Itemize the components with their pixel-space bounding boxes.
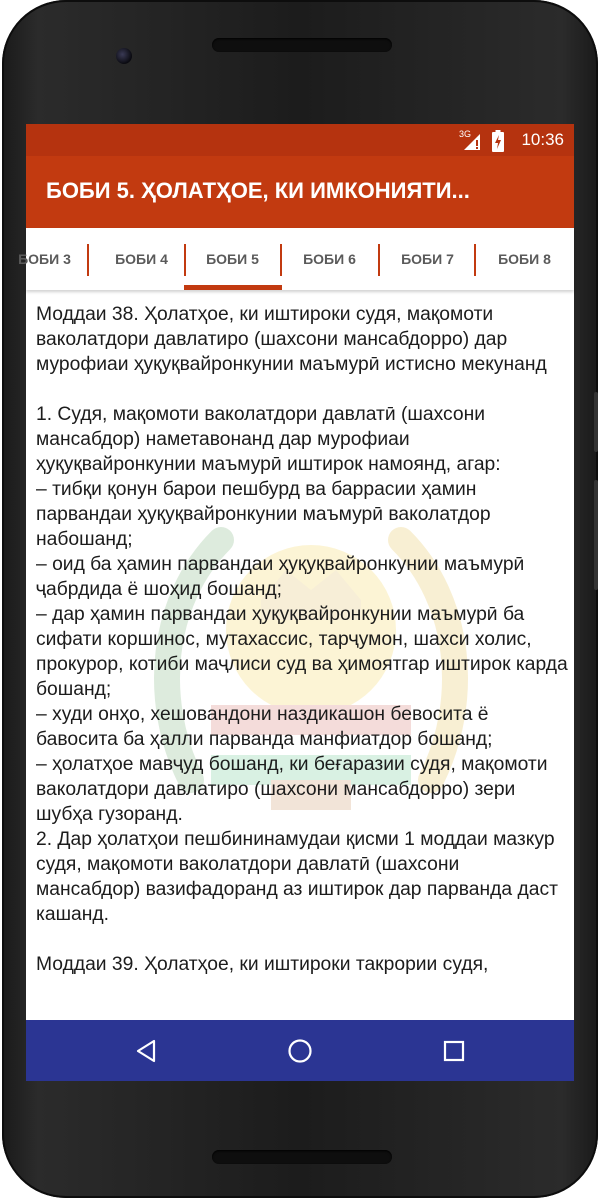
recents-button[interactable]: [424, 1020, 484, 1081]
screen: [18, 124, 574, 1081]
home-icon: [287, 1038, 313, 1064]
signal-icon: [462, 132, 482, 152]
tab-chapter-3[interactable]: БОБИ 3: [18, 251, 71, 267]
back-button[interactable]: [116, 1020, 176, 1081]
recents-icon: [443, 1040, 465, 1062]
tab-divider: [87, 244, 89, 276]
back-icon: [135, 1039, 157, 1063]
power-button: [594, 392, 598, 452]
front-camera: [116, 48, 132, 64]
chapter-tabs: [18, 228, 574, 290]
clock: 10:36: [521, 130, 564, 149]
network-type-label: 3G: [459, 129, 472, 139]
tab-chapter-7[interactable]: БОБИ 7: [401, 251, 454, 267]
phone-frame: [2, 0, 598, 1198]
home-button[interactable]: [270, 1020, 330, 1081]
battery-charging-icon: [492, 130, 504, 152]
tab-chapter-8[interactable]: БОБИ 8: [498, 251, 551, 267]
page-title: БОБИ 5. ҲОЛАТҲОЕ, КИ ИМКОНИЯТИ...: [46, 178, 470, 203]
article-content[interactable]: [26, 290, 574, 1020]
app-bar: [26, 156, 574, 228]
volume-button: [594, 480, 598, 590]
bottom-speaker: [212, 1150, 392, 1164]
top-speaker: [212, 38, 392, 52]
tab-chapter-5[interactable]: БОБИ 5: [206, 251, 259, 267]
article-text: Моддаи 38. Ҳолатҳое, ки иштироки судя, мақомоти ваколатдори давлатиро (шахсони мансабдорро) дар мурофиаи ҳуқуқвайронкунии маъмурӣ истисно мекунанд 1. Судя, мақомоти ваколатдори давлатӣ (шахсони мансабдор) наметавонанд дар мурофиаи ҳуқуқвайронкунии маъмурӣ иштирок намоянд, агар: – тибқи қонун барои пешбурд ва баррасии ҳамин парвандаи ҳуқуқвайронкунии маъмурӣ ваколатдор набошанд; – оид ба ҳамин парвандаи ҳуқуқвайронкунии маъмурӣ ҷабрдида ё шоҳид бошанд; – дар ҳамин парвандаи ҳуқуқвайронкунии маъмурӣ ба сифати коршинос, мутахассис, тарҷумон, шахси холис, прокурор, котиби маҷлиси суд ва ҳимоятгар иштирок карда бошанд; – худи онҳо, хешовандони наздикашон бевосита ё бавосита ба ҳалли парванда манфиатдор бошанд; – ҳолатҳое мавҷуд бошанд, ки беғаразии судя, мақомоти ваколатдори давлатиро (шахсони мансабдорро) зери шубҳа гузоранд. 2. Дар ҳолатҳои пешбининамудаи қисми 1 моддаи мазкур судя, мақомоти ваколатдори давлатӣ (шахсони мансабдор) вазифадоранд аз иштирок дар парванда даст кашанд. Моддаи 39. Ҳолатҳое, ки иштироки такрории судя,: [36, 304, 568, 975]
status-bar: [26, 124, 574, 156]
system-nav-bar: [26, 1020, 574, 1081]
tab-chapter-6[interactable]: БОБИ 6: [303, 251, 356, 267]
tab-chapter-4[interactable]: БОБИ 4: [115, 251, 168, 267]
